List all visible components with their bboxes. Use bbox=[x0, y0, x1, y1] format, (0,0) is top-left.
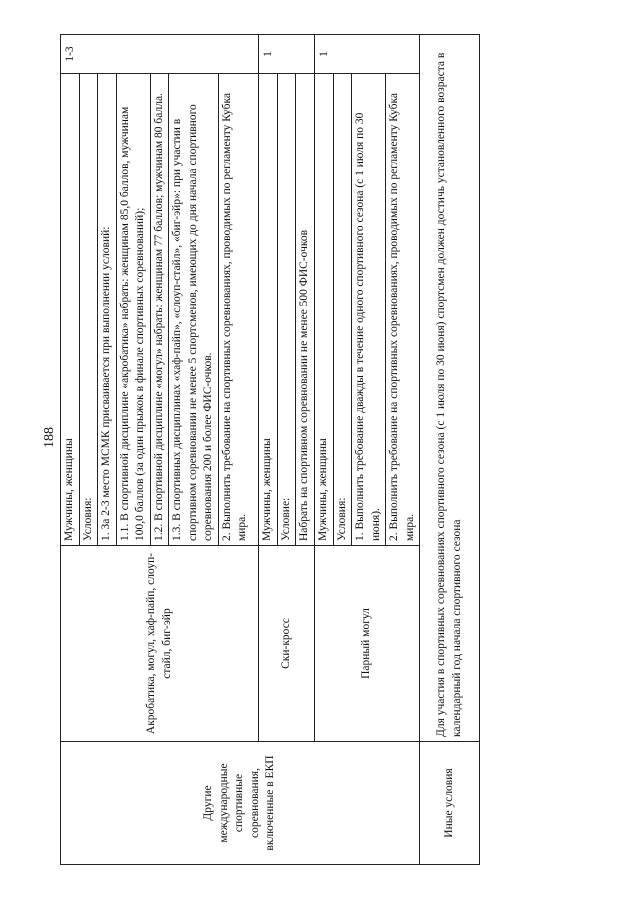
table-row bbox=[420, 35, 480, 865]
group-label: Другие международные спортивные соревнования, включенные в ЕКП bbox=[202, 755, 277, 851]
rotated-page bbox=[60, 35, 615, 865]
table-row bbox=[315, 35, 420, 865]
page-number: 188 bbox=[42, 427, 57, 448]
condition-item: 1. Выполнить требование дважды в течение одного спортивного сезона (с 1 июля по 30 июня). bbox=[352, 74, 386, 545]
condition-item: 1.2. В спортивной дисциплине «могул» набрать: женщинам 77 баллов; мужчинам 80 балла. bbox=[151, 74, 170, 545]
discipline-cell bbox=[61, 546, 259, 742]
other-text: Для участия в спортивных соревнованиях спортивного сезона (с 1 июля по 30 июня) спортсмен должен достичь установленного возраста в календарный год начала спортивного сезона bbox=[435, 52, 463, 737]
other-label-cell bbox=[420, 742, 480, 865]
discipline-cell bbox=[315, 546, 420, 742]
place-cell bbox=[61, 35, 259, 74]
other-text-cell bbox=[420, 35, 480, 742]
place-value: 1 bbox=[318, 51, 330, 57]
condition-item: 2. Выполнить требование на спортивных соревнованиях, проводимых по регламенту Кубка мира. bbox=[220, 93, 249, 541]
condition-item: 2. Выполнить требование на спортивных соревнованиях, проводимых по регламенту Кубка мира. bbox=[388, 93, 416, 541]
discipline-cell bbox=[259, 546, 315, 742]
conditions-title: Условия: bbox=[80, 74, 99, 545]
place-cell bbox=[315, 35, 420, 74]
conditions-cell bbox=[315, 74, 420, 546]
place-value: 1-3 bbox=[64, 46, 76, 62]
discipline-name: Ски-кросс bbox=[279, 618, 292, 669]
table-row bbox=[259, 35, 315, 865]
other-label: Иные условия bbox=[442, 768, 455, 838]
norms-table bbox=[60, 34, 480, 865]
place-value: 1 bbox=[262, 51, 274, 57]
gender-label: Мужчины, женщины bbox=[61, 74, 80, 545]
condition-item: Набрать на спортивном соревновании не менее 500 ФИС-очков bbox=[298, 229, 311, 541]
gender-label: Мужчины, женщины bbox=[259, 74, 278, 545]
discipline-name: Акробатика, могул, хаф-пайп, слоуп-стайл, биг-эйр bbox=[144, 552, 173, 735]
discipline-name: Парный могул bbox=[360, 608, 373, 679]
table-row bbox=[61, 35, 259, 865]
condition-item: 1.3. В спортивных дисциплинах «хаф-пайп», «слоуп-стайл», «биг-эйр»: при участии в спортивном соревновании не менее 5 спортсменов, имеющих до дня начала спортивного соревнования 200 и более ФИС-очков. bbox=[169, 74, 219, 545]
condition-item: 1. За 2-3 место МСМК присваивается при выполнении условий: bbox=[98, 74, 117, 545]
place-cell bbox=[259, 35, 315, 74]
gender-label: Мужчины, женщины bbox=[315, 74, 334, 545]
conditions-title: Условия: bbox=[334, 74, 353, 545]
conditions-cell bbox=[61, 74, 259, 546]
conditions-title: Условие: bbox=[278, 74, 297, 545]
condition-item: 1.1. В спортивной дисциплине «акробатика» набрать: женщинам 85,0 баллов, мужчинам 100,0 баллов (за один прыжок в финале спортивных соревнований); bbox=[117, 74, 151, 545]
group-label-cell bbox=[61, 742, 420, 865]
conditions-cell bbox=[259, 74, 315, 546]
